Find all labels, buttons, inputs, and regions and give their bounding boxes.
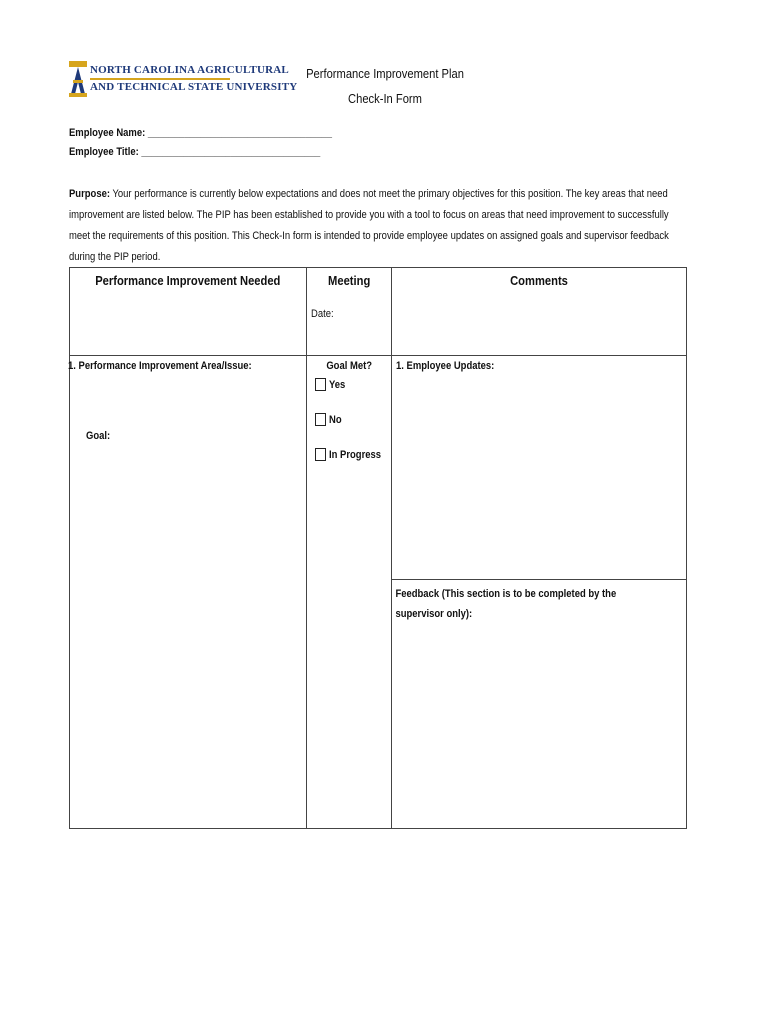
feedback-label: Feedback (This section is to be completed by the supervisor only):: [395, 588, 617, 620]
option-in-progress[interactable]: [315, 448, 391, 461]
logo-line-1: NORTH CAROLINA AGRICULTURAL: [90, 64, 289, 76]
option-in-progress-label: In Progress: [328, 448, 381, 461]
improvement-area-label: 1. Performance Improvement Area/Issue:: [68, 360, 252, 372]
option-no[interactable]: [315, 413, 391, 426]
purpose-paragraph: [69, 184, 688, 268]
purpose-label: Purpose:: [69, 188, 111, 200]
header-meeting: [306, 268, 391, 356]
date-field[interactable]: Date:: [310, 308, 334, 320]
logo-line-2: AND TECHNICAL STATE UNIVERSITY: [90, 81, 298, 93]
goal-label: Goal:: [86, 430, 111, 442]
feedback-section[interactable]: [392, 580, 686, 624]
checkbox-in-progress[interactable]: [315, 448, 326, 461]
form-subtitle: Check-In Form: [348, 91, 422, 106]
header-comments: [391, 268, 686, 356]
header-col3-label: Comments: [510, 273, 568, 288]
goal-met-cell: [306, 356, 391, 829]
option-no-label: No: [328, 413, 342, 426]
goal-met-label: Goal Met?: [325, 360, 372, 372]
employee-name-field[interactable]: Employee Name: ___________________________________: [69, 127, 333, 139]
employee-title-field[interactable]: Employee Title: __________________________________: [69, 146, 321, 158]
check-in-table: [69, 267, 687, 829]
employee-updates-label: 1. Employee Updates:: [395, 360, 495, 372]
option-yes[interactable]: [315, 378, 391, 391]
employee-updates-section[interactable]: [392, 356, 686, 580]
option-yes-label: Yes: [328, 378, 345, 391]
improvement-area-cell[interactable]: [70, 356, 307, 829]
header-performance-improvement: [70, 268, 307, 356]
checkbox-no[interactable]: [315, 413, 326, 426]
header-col1-label: Performance Improvement Needed: [95, 273, 281, 288]
form-title: Performance Improvement Plan: [306, 66, 464, 81]
header-col2-label: Meeting: [327, 273, 370, 288]
checkbox-yes[interactable]: [315, 378, 326, 391]
purpose-text: Your performance is currently below expectations and does not meet the primary objectives for this position. The key areas that need improvement are listed below. The PIP has been established to provide you with a tool to focus on areas that need improvement to successfully meet the requirements of this position. This Check-In form is intended to provide employee updates on assigned goals and supervisor feedback during the PIP period.: [69, 188, 669, 263]
comments-cell: [391, 356, 686, 829]
